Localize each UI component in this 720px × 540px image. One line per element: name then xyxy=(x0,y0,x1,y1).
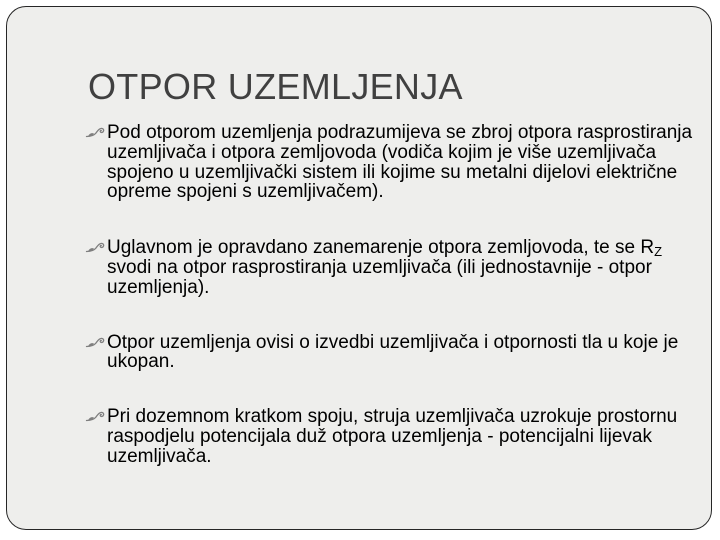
bullet-item xyxy=(85,238,695,297)
slide-title: OTPOR UZEMLJENJA xyxy=(88,66,463,107)
leaf-scroll-icon xyxy=(85,336,105,349)
bullet-text-before: Uglavnom je opravdano zanemarenje otpora zemljovoda, te se R xyxy=(107,237,655,259)
bullet-item xyxy=(85,123,695,202)
bullet-list xyxy=(85,123,695,467)
bullet-text: Pri dozemnom kratkom spoju, struja uzemljivača uzrokuje prostornu raspodjelu potencijala duž otpora uzemljenja - potencijalni lijevak uzemljivača. xyxy=(107,406,678,467)
leaf-scroll-icon xyxy=(85,410,105,423)
bullet-text: Pod otporom uzemljenja podrazumijeva se zbroj otpora rasprostiranja uzemljivača i otpora zemljovoda (vodiča kojim je više uzemljivača spojeno u uzemljivački sistem ili kojime su metalni dijelovi električne opreme spojeni s uzemljivačem). xyxy=(107,122,693,203)
slide-frame xyxy=(6,6,712,530)
bullet-item xyxy=(85,407,695,466)
subscript: Z xyxy=(654,244,663,260)
bullet-text: Otpor uzemljenja ovisi o izvedbi uzemljivača i otpornosti tla u koje je ukopan. xyxy=(107,331,679,373)
bullet-text-after: svodi na otpor rasprostiranja uzemljivača (ili jednostavnije - otpor uzemljenja). xyxy=(107,256,652,298)
bullet-item xyxy=(85,333,695,373)
leaf-scroll-icon xyxy=(85,241,105,254)
leaf-scroll-icon xyxy=(85,126,105,139)
